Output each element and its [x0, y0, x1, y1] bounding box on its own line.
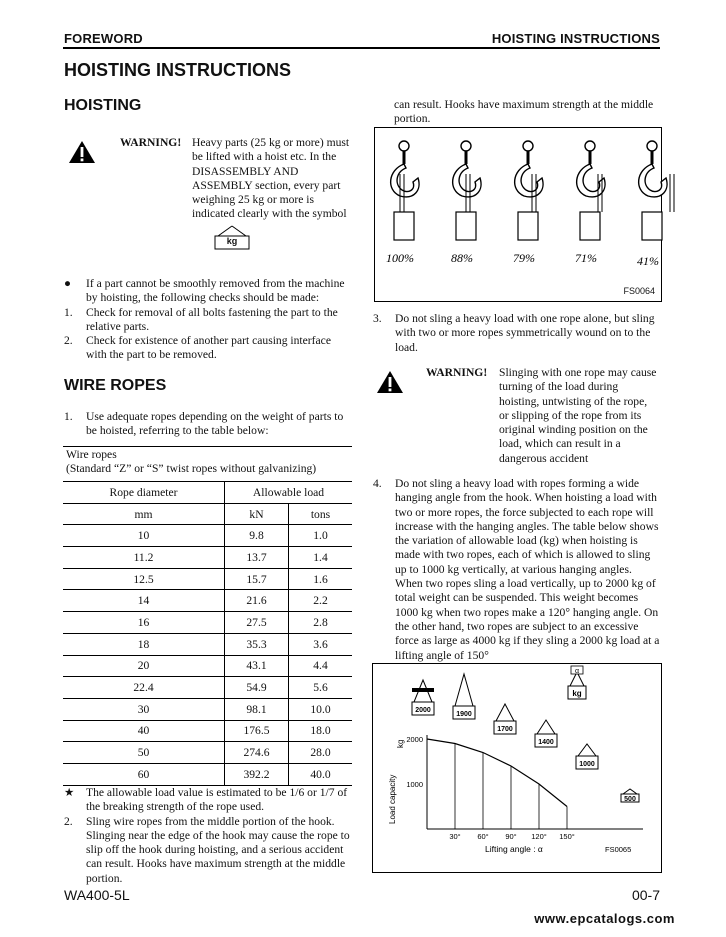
y-axis-unit: kg [396, 739, 405, 748]
rope-table-top-rule [63, 446, 352, 447]
hook-icon [453, 141, 481, 240]
warning-label: WARNING! [426, 366, 488, 379]
table-cell: 5.6 [289, 677, 353, 699]
col-allowable-load: Allowable load [225, 482, 353, 504]
table-cell: 12.5 [63, 568, 225, 590]
hook-strength-figure [374, 127, 662, 302]
list-item-text: Use adequate ropes depending on the weight of parts to be hoisted, referring to the table below: [86, 410, 344, 438]
sling-ropes [537, 720, 555, 734]
y-axis-label: Load capacity [388, 774, 397, 824]
list-item-number: 1. [64, 305, 73, 319]
header-chapter-label: HOISTING INSTRUCTIONS [491, 31, 660, 46]
table-row [63, 742, 352, 764]
star-icon: ★ [64, 786, 75, 799]
table-cell: 16 [63, 612, 225, 634]
chart-figure-code: FS0065 [605, 845, 632, 854]
list-item-number: 2. [64, 334, 73, 348]
item4 [373, 477, 662, 663]
hook-body [515, 164, 543, 197]
lifting-angle-chart [372, 663, 662, 873]
table-cell: 18 [63, 633, 225, 655]
lifting-angle-chart-svg [373, 664, 661, 872]
load-block [518, 212, 538, 240]
list-item-text: Do not sling a heavy load with ropes forming a wide hanging angle from the hook. When hoisting a load with two or more ropes, the force subjected to each rope will increase with the hanging angles. The table below shows the variation of allowable load (kg) when hoisting is made with two ropes, each of which is allowed to sling up to 1000 kg vertically, at various hanging angles. When two ropes sling a load vertically, up to 2000 kg of total weight can be suspended. This weight becomes 1000 kg when two ropes make a 120° hanging angle. On the other hand, two ropes are subject to an excessive force as large as 4000 kg if they sling a 2000 kg load at a lifting angle of 150° [395, 477, 660, 662]
load-box-label: 500 [624, 796, 636, 803]
list-item-text: Check for removal of all bolts fastening the part to the relative parts. [86, 305, 338, 333]
table-cell: 35.3 [225, 633, 289, 655]
rope-table-caption-sub: (Standard “Z” or “S” twist ropes without galvanizing) [66, 462, 317, 475]
kg-symbol-icon [214, 224, 250, 248]
table-cell: 30 [63, 698, 225, 720]
kg-box-label: kg [572, 689, 582, 698]
table-row [63, 698, 352, 720]
table-row [63, 677, 352, 699]
table-cell: 4.4 [289, 655, 353, 677]
wire-ropes-notes [64, 786, 354, 885]
list-item-text: Check for existence of another part causing interface with the part to be removed. [86, 334, 331, 362]
hook-percentage-label: 41% [637, 254, 659, 268]
hook-eye [585, 141, 595, 151]
item2-continuation-text: can result. Hooks have maximum strength at the middle portion. [394, 98, 654, 126]
alpha-symbol: α [574, 668, 580, 675]
x-tick-label: 120° [531, 832, 547, 841]
table-cell: 13.7 [225, 547, 289, 569]
hook-percentage-label: 88% [451, 251, 473, 265]
warning-text: Heavy parts (25 kg or more) must be lifted with a hoist etc. In the DISASSEMBLY AND ASSEMBLY section, every part weighing 25 kg or more is indicated clearly with the symbol [192, 136, 350, 221]
table-cell: 10.0 [289, 698, 353, 720]
table-cell: 40.0 [289, 763, 353, 785]
table-cell: 9.8 [225, 525, 289, 547]
table-cell: 1.4 [289, 547, 353, 569]
table-cell: 50 [63, 742, 225, 764]
table-row [63, 612, 352, 634]
wire-ropes-heading: WIRE ROPES [64, 377, 167, 394]
table-cell: 1.0 [289, 525, 353, 547]
list-item-text: Do not sling a heavy load with one rope alone, but sling with two or more ropes symmetrically wound on to the load. [395, 312, 655, 354]
hook-diagram [375, 128, 661, 301]
sling-ropes [455, 674, 473, 706]
table-cell: 392.2 [225, 763, 289, 785]
list-item-number: 4. [373, 477, 382, 490]
load-block [642, 212, 662, 240]
hook-eye [399, 141, 409, 151]
table-row [63, 525, 352, 547]
hook-icon [515, 141, 543, 240]
hook-body [577, 164, 605, 197]
load-box-label: 1900 [456, 711, 472, 718]
list-item-number: 2. [64, 814, 73, 828]
table-row [63, 633, 352, 655]
hook-icon [577, 141, 605, 240]
list-item [64, 334, 354, 363]
table-cell: 1.6 [289, 568, 353, 590]
sling-bar [412, 688, 434, 692]
star-note-text: The allowable load value is estimated to be 1/6 or 1/7 of the breaking strength of the rope used. [86, 786, 348, 814]
table-cell: 27.5 [225, 612, 289, 634]
unit-tons: tons [289, 503, 353, 525]
table-row [63, 568, 352, 590]
table-row [63, 655, 352, 677]
warning-label: WARNING! [120, 136, 182, 149]
load-box-label: 2000 [415, 707, 431, 714]
table-cell: 40 [63, 720, 225, 742]
x-tick-label: 150° [559, 832, 575, 841]
col-rope-diameter: Rope diameter [63, 482, 225, 504]
x-tick-label: 60° [477, 832, 489, 841]
table-cell: 2.2 [289, 590, 353, 612]
table-row [63, 763, 352, 785]
header-section-label: FOREWORD [64, 31, 143, 46]
table-cell: 11.2 [63, 547, 225, 569]
load-block [456, 212, 476, 240]
table-cell: 176.5 [225, 720, 289, 742]
unit-kn: kN [225, 503, 289, 525]
kg-symbol-label: kg [226, 236, 238, 246]
warning-triangle-icon [68, 140, 96, 164]
table-cell: 14 [63, 590, 225, 612]
hoisting-heading: HOISTING [64, 97, 142, 114]
y-tick-label: 2000 [406, 735, 423, 744]
load-block [580, 212, 600, 240]
header-rule [63, 47, 660, 49]
table-cell: 28.0 [289, 742, 353, 764]
table-cell: 21.6 [225, 590, 289, 612]
table-row [63, 590, 352, 612]
bullet-text: If a part cannot be smoothly removed from the machine by hoisting, the following checks should be made: [86, 277, 345, 305]
load-box-label: 1700 [497, 726, 513, 733]
table-cell: 22.4 [63, 677, 225, 699]
footer-model: WA400-5L [64, 887, 130, 903]
hook-percentage-label: 71% [575, 251, 597, 265]
load-box-label: 1400 [538, 739, 554, 746]
table-cell: 18.0 [289, 720, 353, 742]
hook-icon [639, 141, 674, 240]
load-block [394, 212, 414, 240]
table-cell: 15.7 [225, 568, 289, 590]
table-cell: 60 [63, 763, 225, 785]
series-line [427, 739, 567, 807]
rope-table [63, 481, 352, 786]
sling-ropes [496, 704, 514, 721]
table-row [63, 547, 352, 569]
hook-body [391, 164, 419, 197]
footer-website: www.epcatalogs.com [534, 911, 675, 926]
page-title: HOISTING INSTRUCTIONS [64, 60, 292, 80]
item2-continuation [394, 98, 662, 127]
x-axis-label: Lifting angle : α [485, 844, 543, 854]
hook-body [639, 164, 667, 197]
y-tick-label: 1000 [406, 780, 423, 789]
bullet-paragraph [64, 277, 354, 363]
hook-percentage-label: 100% [386, 251, 414, 265]
table-cell: 10 [63, 525, 225, 547]
list-item-number: 3. [373, 312, 382, 325]
warning-text: Slinging with one rope may cause turning of the load during hoisting, untwisting of the rope, or slipping of the rope from its original winding position on the load, which can result in a dangerous accident [499, 366, 657, 465]
unit-mm: mm [63, 503, 225, 525]
item3 [373, 312, 662, 355]
list-item-text: Sling wire ropes from the middle portion of the hook. Slinging near the edge of the hook may cause the rope to slip off the hook during hoisting, and a serious accident can result. Hooks have maximum strength at the middle portion. [86, 814, 350, 885]
table-cell: 2.8 [289, 612, 353, 634]
sling-ropes [578, 744, 596, 756]
table-cell: 20 [63, 655, 225, 677]
list-item-number: 1. [64, 410, 73, 423]
table-cell: 54.9 [225, 677, 289, 699]
table-row [63, 720, 352, 742]
rope-table-caption: Wire ropes [66, 448, 117, 461]
warning-triangle-icon [376, 370, 404, 394]
list-item [64, 306, 354, 335]
bullet-dot: ● [64, 277, 72, 290]
load-box-label: 1000 [579, 761, 595, 768]
x-tick-label: 90° [505, 832, 517, 841]
hook-figure-code: FS0064 [623, 286, 655, 296]
hook-eye [523, 141, 533, 151]
hook-body [453, 164, 481, 197]
wire-ropes-item1 [64, 410, 354, 439]
x-tick-label: 30° [449, 832, 461, 841]
hook-eye [647, 141, 657, 151]
table-cell: 98.1 [225, 698, 289, 720]
footer-page-number: 00-7 [631, 887, 660, 903]
table-cell: 43.1 [225, 655, 289, 677]
table-cell: 3.6 [289, 633, 353, 655]
sling-ropes [623, 789, 637, 794]
hook-percentage-label: 79% [513, 251, 535, 265]
hook-icon [391, 141, 419, 240]
hook-eye [461, 141, 471, 151]
table-cell: 274.6 [225, 742, 289, 764]
